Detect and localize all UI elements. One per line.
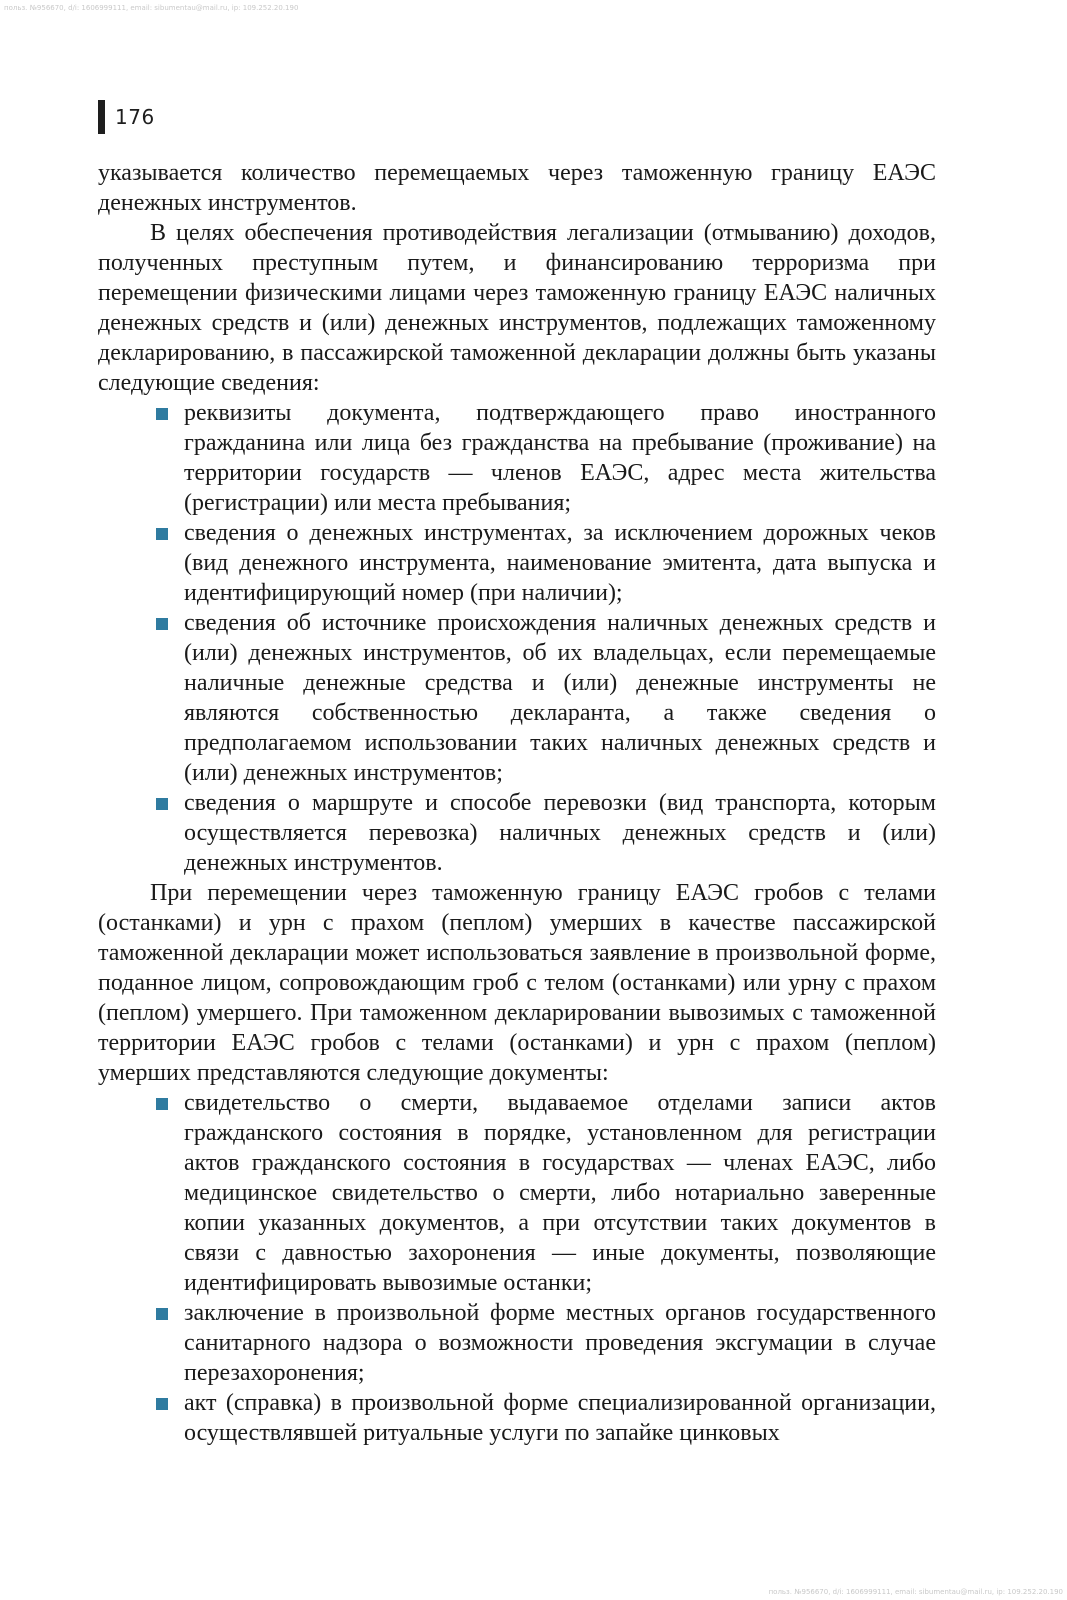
list-item-text: сведения о маршруте и способе перевозки (вид транспорта, которым осуществляется перевозка) наличных денежных средств и (или) денежных инструментов. — [184, 790, 936, 876]
list-item — [184, 1388, 936, 1448]
list-item-text: сведения об источнике происхождения наличных денежных средств и (или) денежных инструментов, об их владельцах, если перемещаемые наличные денежные средства и (или) денежные инструменты не являются собственностью декларанта, а также сведения о предполагаемом использовании таких наличных денежных средств и (или) денежных инструментов; — [184, 610, 936, 786]
square-bullet-icon — [156, 408, 168, 420]
page-header — [98, 100, 155, 134]
paragraph-2: В целях обеспечения противодействия легализации (отмыванию) доходов, полученных преступным путем, и финансированию терроризма при перемещении физическими лицами через таможенную границу ЕАЭС наличных денежных средств и (или) денежных инструментов, подлежащих таможенному декларированию, в пассажирской таможенной декларации должны быть указаны следующие сведения: — [98, 220, 936, 396]
square-bullet-icon — [156, 528, 168, 540]
watermark-bottom: польз. №956670, d/i: 1606999111, email: sibumentau@mail.ru, ip: 109.252.20.190 — [768, 1588, 1063, 1596]
list-item-text: заключение в произвольной форме местных органов государственного санитарного надзора о возможности проведения эксгумации в случае перезахоронения; — [184, 1300, 936, 1386]
list-item-text: акт (справка) в произвольной форме специализированной организации, осуществлявшей ритуальные услуги по запайке цинковых — [184, 1390, 936, 1446]
list-item — [184, 1298, 936, 1388]
list-item — [184, 608, 936, 788]
bullet-list-2 — [98, 1088, 936, 1448]
watermark-top: польз. №956670, d/i: 1606999111, email: sibumentau@mail.ru, ip: 109.252.20.190 — [4, 4, 299, 12]
page-content — [98, 158, 936, 1448]
square-bullet-icon — [156, 1398, 168, 1410]
list-item — [184, 1088, 936, 1298]
list-item-text: сведения о денежных инструментах, за исключением дорожных чеков (вид денежного инструмента, наименование эмитента, дата выпуска и идентифицирующий номер (при наличии); — [184, 520, 936, 606]
list-item-text: реквизиты документа, подтверждающего право иностранного гражданина или лица без гражданства на пребывание (проживание) на территории государств — членов ЕАЭС, адрес места жительства (регистрации) или места пребывания; — [184, 400, 936, 516]
list-item-text: свидетельство о смерти, выдаваемое отделами записи актов гражданского состояния в порядке, установленном для регистрации актов гражданского состояния в государствах — членах ЕАЭС, либо медицинское свидетельство о смерти, либо нотариально заверенные копии указанных документов, а при отсутствии таких документов в связи с давностью захоронения — иные документы, позволяющие идентифицировать вывозимые останки; — [184, 1090, 936, 1296]
square-bullet-icon — [156, 1098, 168, 1110]
list-item — [184, 398, 936, 518]
page-number-bar — [98, 100, 105, 134]
square-bullet-icon — [156, 798, 168, 810]
square-bullet-icon — [156, 1308, 168, 1320]
page-number: 176 — [115, 105, 155, 129]
paragraph-1: указывается количество перемещаемых через таможенную границу ЕАЭС денежных инструментов. — [98, 160, 936, 216]
list-item — [184, 788, 936, 878]
square-bullet-icon — [156, 618, 168, 630]
bullet-list-1 — [98, 398, 936, 878]
paragraph-3: При перемещении через таможенную границу ЕАЭС гробов с телами (останками) и урн с прахом (пеплом) умерших в качестве пассажирской таможенной декларации может использоваться заявление в произвольной форме, поданное лицом, сопровождающим гроб с телом (останками) или урну с прахом (пеплом) умершего. При таможенном декларировании вывозимых с таможенной территории ЕАЭС гробов с телами (останками) и урн с прахом (пеплом) умерших представляются следующие документы: — [98, 880, 936, 1086]
list-item — [184, 518, 936, 608]
